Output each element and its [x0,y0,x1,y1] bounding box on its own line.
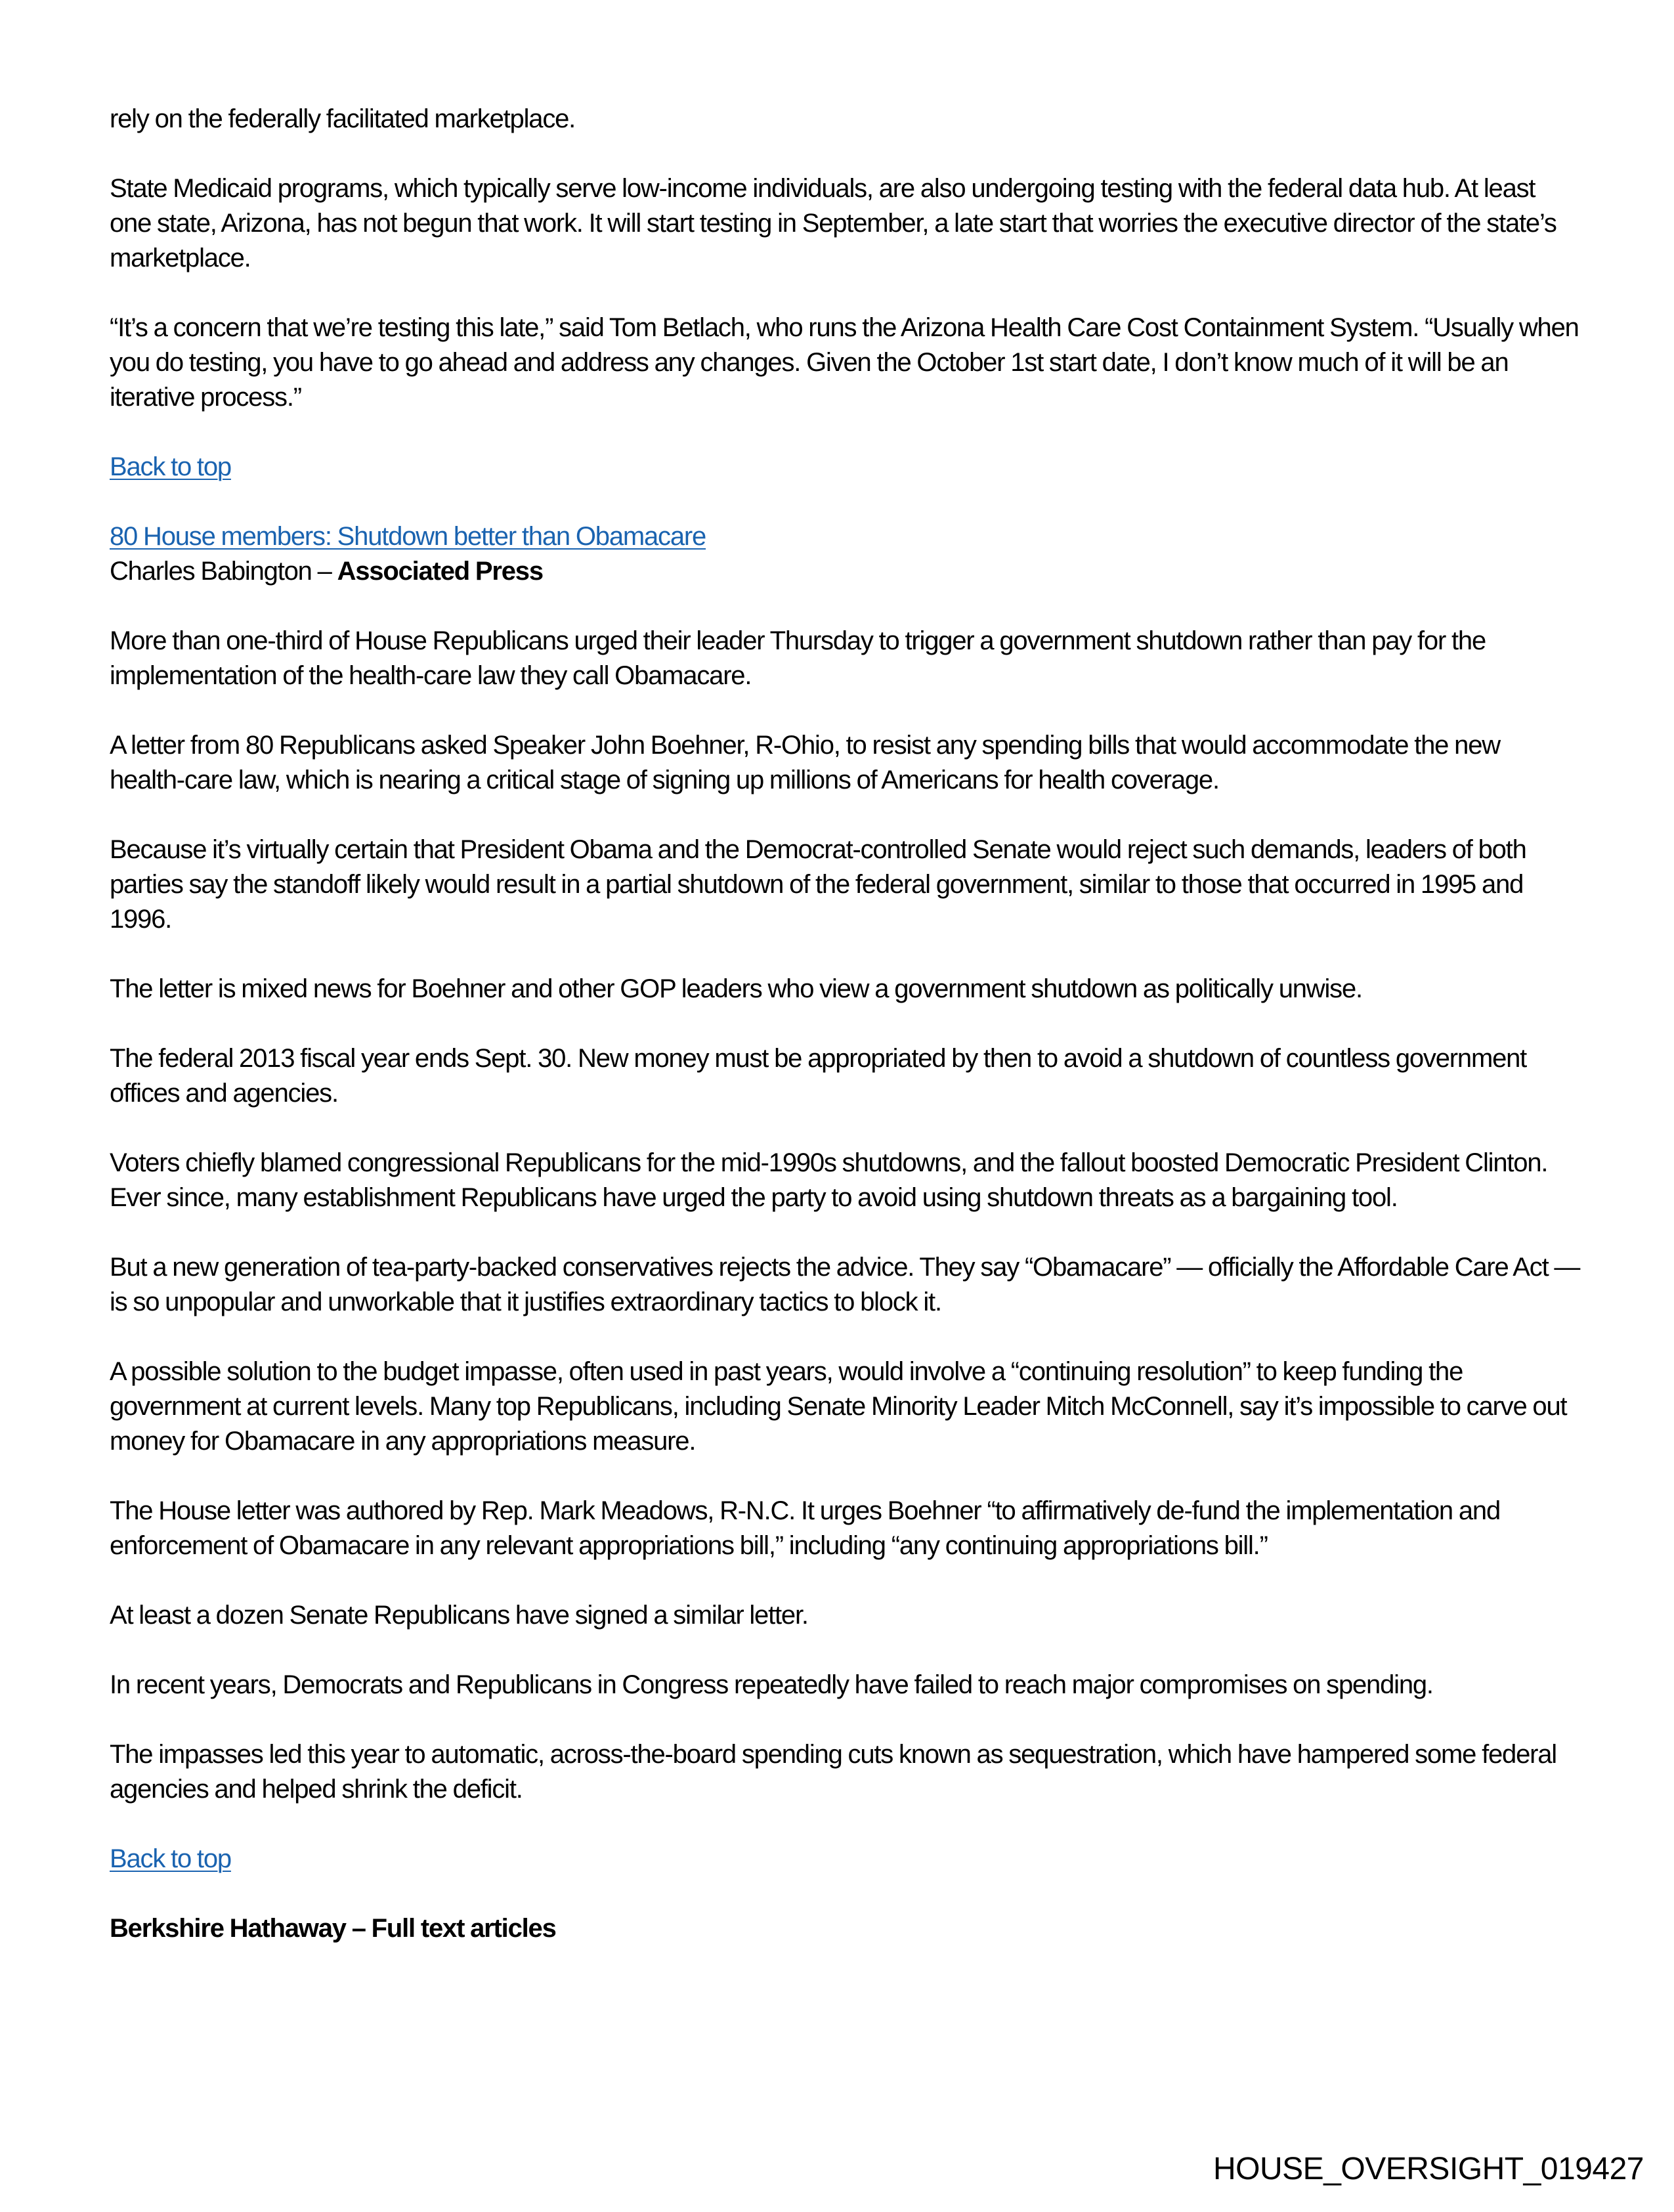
article-paragraph: A possible solution to the budget impasse, often used in past years, would involve a “continuing resolution” to keep funding the government at current levels. Many top Republicans, including Senate Minority Leader Mitch McConnell, say it’s impossible to carve out money for Obamacare in any appropriations measure. [110,1357,1567,1456]
body-paragraph: rely on the federally facilitated marketplace. [110,104,576,133]
article-byline [110,554,1580,589]
article-paragraph: The federal 2013 fiscal year ends Sept. 30. New money must be appropriated by then to avoid a shutdown of countless government offices and agencies. [110,1044,1527,1108]
back-to-top-link[interactable]: Back to top [110,452,231,481]
back-to-top-container [110,450,1580,485]
quote-paragraph: “It’s a concern that we’re testing this late,” said Tom Betlach, who runs the Arizona Health Care Cost Containment System. “Usually when you do testing, you have to go ahead and address any changes. Given the October 1st start date, I don’t know much of it will be an iterative process.” [110,313,1579,412]
article-paragraph: The impasses led this year to automatic, across-the-board spending cuts known as sequestration, which have hampered some federal agencies and helped shrink the deficit. [110,1740,1556,1804]
article-author: Charles Babington [110,557,312,586]
article-headline-link[interactable]: 80 House members: Shutdown better than Obamacare [110,522,706,551]
body-paragraph: State Medicaid programs, which typically serve low-income individuals, are also undergoing testing with the federal data hub. At least one state, Arizona, has not begun that work. It will start testing in September, a late start that worries the executive director of the state’s marketplace. [110,174,1556,272]
section-heading: Berkshire Hathaway – Full text articles [110,1914,556,1943]
byline-separator: – [311,557,337,586]
article-paragraph: The letter is mixed news for Boehner and other GOP leaders who view a government shutdown as politically unwise. [110,974,1362,1003]
article-paragraph: But a new generation of tea-party-backed conservatives rejects the advice. They say “Obamacare” — officially the Affordable Care Act — is so unpopular and unworkable that it justifies extraordinary tactics to block it. [110,1253,1580,1316]
article-paragraph: Because it’s virtually certain that President Obama and the Democrat-controlled Senate would reject such demands, leaders of both parties say the standoff likely would result in a partial shutdown of the federal government, similar to those that occurred in 1995 and 1996. [110,835,1526,934]
article [110,519,1580,1807]
article-headline-container [110,519,1580,554]
bates-number: HOUSE_OVERSIGHT_019427 [1213,2152,1644,2186]
article-paragraph: In recent years, Democrats and Republicans in Congress repeatedly have failed to reach major compromises on spending. [110,1670,1433,1699]
article-paragraph: At least a dozen Senate Republicans have signed a similar letter. [110,1601,808,1630]
article-paragraph: The House letter was authored by Rep. Mark Meadows, R-N.C. It urges Boehner “to affirmatively de-fund the implementation and enforcement of Obamacare in any relevant appropriations bill,” including “any continuing appropriations bill.” [110,1496,1501,1560]
article-paragraph: A letter from 80 Republicans asked Speaker John Boehner, R-Ohio, to resist any spending bills that would accommodate the new health-care law, which is nearing a critical stage of signing up millions of Americans for health coverage. [110,731,1500,794]
article-source: Associated Press [337,557,543,586]
back-to-top-container [110,1842,1580,1876]
back-to-top-link[interactable]: Back to top [110,1844,231,1873]
article-paragraph: More than one-third of House Republicans urged their leader Thursday to trigger a government shutdown rather than pay for the implementation of the health-care law they call Obamacare. [110,626,1486,690]
document-page [110,102,1580,1981]
article-paragraph: Voters chiefly blamed congressional Republicans for the mid-1990s shutdowns, and the fallout boosted Democratic President Clinton. Ever since, many establishment Republicans have urged the party to avoid using shutdown threats as a bargaining tool. [110,1148,1548,1212]
